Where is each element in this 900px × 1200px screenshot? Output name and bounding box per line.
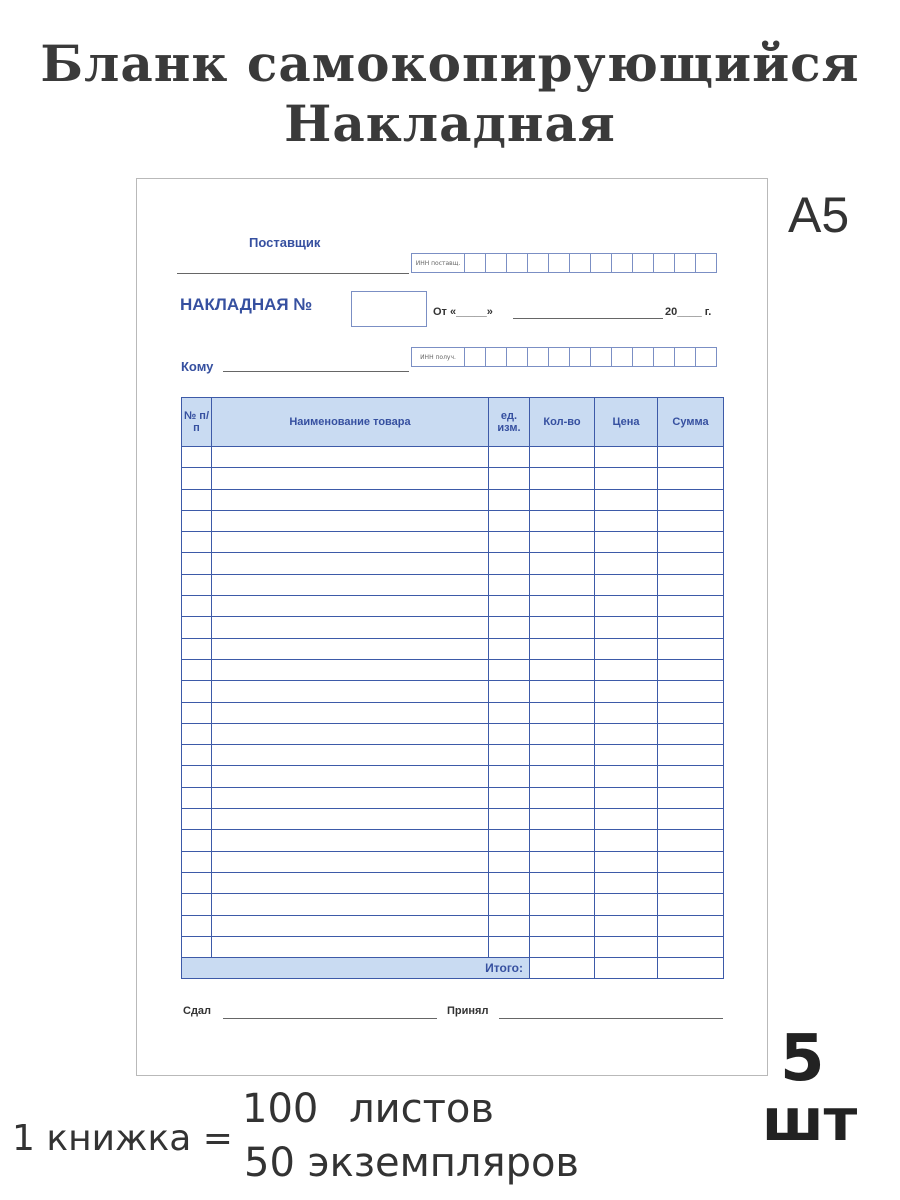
- table-cell: [489, 574, 530, 595]
- table-cell: [489, 936, 530, 957]
- table-row: [182, 766, 724, 787]
- table-cell: [182, 596, 212, 617]
- table-cell: [595, 702, 658, 723]
- table-cell: [182, 787, 212, 808]
- table-cell: [182, 659, 212, 680]
- table-cell: [595, 809, 658, 830]
- table-cell: [530, 596, 595, 617]
- table-cell: [595, 830, 658, 851]
- table-cell: [595, 553, 658, 574]
- table-cell: [489, 510, 530, 531]
- table-row: [182, 681, 724, 702]
- table-cell: [182, 702, 212, 723]
- table-cell: [530, 489, 595, 510]
- table-cell: [182, 745, 212, 766]
- table-cell: [658, 468, 724, 489]
- table-cell: [658, 638, 724, 659]
- table-cell: [530, 830, 595, 851]
- table-cell: [212, 468, 489, 489]
- goods-table: [181, 397, 724, 979]
- table-cell: [595, 638, 658, 659]
- table-cell: [212, 617, 489, 638]
- table-cell: [595, 681, 658, 702]
- total-label: Итого:: [182, 958, 530, 979]
- table-cell: [595, 617, 658, 638]
- table-cell: [212, 915, 489, 936]
- table-row: [182, 659, 724, 680]
- table-cell: [595, 872, 658, 893]
- table-cell: [212, 766, 489, 787]
- table-row: [182, 936, 724, 957]
- table-cell: [212, 447, 489, 468]
- table-cell: [489, 745, 530, 766]
- table-cell: [595, 574, 658, 595]
- table-row: [182, 830, 724, 851]
- table-cell: [212, 830, 489, 851]
- table-cell: [595, 745, 658, 766]
- table-cell: [530, 617, 595, 638]
- table-cell: [658, 894, 724, 915]
- table-cell: [530, 894, 595, 915]
- page-title-line1: Бланк самокопирующийся: [40, 34, 860, 93]
- table-cell: [658, 447, 724, 468]
- pack-count: 5: [780, 1022, 825, 1096]
- table-cell: [658, 510, 724, 531]
- table-cell: [658, 659, 724, 680]
- table-cell: [212, 936, 489, 957]
- col-product-name: Наименование товара: [212, 398, 489, 447]
- table-cell: [182, 489, 212, 510]
- table-row: [182, 787, 724, 808]
- table-cell: [530, 681, 595, 702]
- table-row: [182, 489, 724, 510]
- table-cell: [595, 510, 658, 531]
- table-cell: [212, 553, 489, 574]
- table-cell: [595, 936, 658, 957]
- table-cell: [658, 489, 724, 510]
- col-price: Цена: [595, 398, 658, 447]
- table-cell: [595, 468, 658, 489]
- table-cell: [182, 915, 212, 936]
- table-cell: [489, 766, 530, 787]
- supplier-inn-label: ИНН поставщ.: [411, 253, 465, 273]
- table-row: [182, 447, 724, 468]
- table-row: [182, 553, 724, 574]
- recipient-label: Кому: [181, 359, 214, 374]
- table-cell: [489, 787, 530, 808]
- table-cell: [658, 766, 724, 787]
- table-cell: [658, 787, 724, 808]
- table-cell: [658, 723, 724, 744]
- table-cell: [182, 872, 212, 893]
- table-cell: [212, 574, 489, 595]
- table-cell: [182, 851, 212, 872]
- table-row: [182, 574, 724, 595]
- col-unit: ед. изм.: [489, 398, 530, 447]
- received-label: Принял: [447, 1005, 489, 1017]
- supplier-line: [177, 273, 409, 274]
- table-cell: [658, 830, 724, 851]
- received-signature-line: [499, 1018, 723, 1019]
- total-quantity-cell: [530, 958, 595, 979]
- table-cell: [212, 872, 489, 893]
- table-cell: [489, 553, 530, 574]
- table-cell: [658, 532, 724, 553]
- goods-table-body: [182, 447, 724, 958]
- table-cell: [658, 936, 724, 957]
- col-number: № п/п: [182, 398, 212, 447]
- col-quantity: Кол-во: [530, 398, 595, 447]
- table-cell: [530, 702, 595, 723]
- format-label: A5: [788, 187, 850, 243]
- table-cell: [182, 936, 212, 957]
- handed-signature-line: [223, 1018, 437, 1019]
- goods-table-header: [182, 398, 724, 447]
- table-cell: [658, 745, 724, 766]
- table-cell: [658, 574, 724, 595]
- table-cell: [595, 766, 658, 787]
- table-cell: [530, 574, 595, 595]
- table-cell: [212, 489, 489, 510]
- table-cell: [658, 809, 724, 830]
- table-cell: [489, 915, 530, 936]
- table-cell: [182, 766, 212, 787]
- table-cell: [530, 936, 595, 957]
- table-cell: [182, 553, 212, 574]
- table-cell: [530, 851, 595, 872]
- table-cell: [530, 553, 595, 574]
- table-cell: [489, 830, 530, 851]
- table-cell: [658, 596, 724, 617]
- table-row: [182, 638, 724, 659]
- table-cell: [489, 809, 530, 830]
- table-cell: [212, 894, 489, 915]
- table-row: [182, 872, 724, 893]
- table-cell: [489, 489, 530, 510]
- table-cell: [595, 596, 658, 617]
- page-title-line2: Накладная: [284, 94, 616, 153]
- date-from-label: От «_____»: [433, 306, 493, 318]
- table-cell: [182, 723, 212, 744]
- date-year-label: 20____ г.: [665, 306, 712, 318]
- book-copies: 50 экземпляров: [244, 1140, 579, 1186]
- table-row: [182, 468, 724, 489]
- table-cell: [212, 510, 489, 531]
- table-cell: [182, 830, 212, 851]
- table-row: [182, 617, 724, 638]
- recipient-line: [223, 371, 409, 372]
- table-cell: [595, 894, 658, 915]
- table-cell: [530, 447, 595, 468]
- invoice-form-image: [136, 178, 768, 1076]
- table-cell: [530, 723, 595, 744]
- invoice-title: НАКЛАДНАЯ №: [180, 295, 313, 314]
- table-cell: [212, 809, 489, 830]
- table-cell: [530, 809, 595, 830]
- recipient-inn-boxes: [411, 347, 717, 367]
- table-cell: [212, 638, 489, 659]
- date-month-line: [513, 318, 663, 319]
- table-cell: [489, 681, 530, 702]
- table-cell: [530, 787, 595, 808]
- table-cell: [530, 659, 595, 680]
- table-row: [182, 809, 724, 830]
- table-cell: [658, 617, 724, 638]
- col-sum: Сумма: [658, 398, 724, 447]
- table-cell: [182, 510, 212, 531]
- table-row: [182, 596, 724, 617]
- table-cell: [595, 659, 658, 680]
- table-row: [182, 851, 724, 872]
- supplier-inn-boxes: [411, 253, 717, 273]
- table-row: [182, 532, 724, 553]
- table-row: [182, 915, 724, 936]
- total-row: [182, 958, 724, 979]
- recipient-inn-label: ИНН получ.: [411, 347, 465, 367]
- table-row: [182, 745, 724, 766]
- table-cell: [658, 702, 724, 723]
- supplier-label: Поставщик: [249, 235, 321, 250]
- table-cell: [212, 787, 489, 808]
- table-cell: [530, 468, 595, 489]
- handed-label: Сдал: [183, 1005, 212, 1017]
- table-cell: [212, 532, 489, 553]
- pack-unit: шт: [762, 1086, 858, 1154]
- table-cell: [182, 447, 212, 468]
- table-cell: [489, 894, 530, 915]
- table-cell: [212, 723, 489, 744]
- table-cell: [530, 766, 595, 787]
- table-cell: [489, 659, 530, 680]
- book-sheets: 100 листов: [242, 1086, 494, 1132]
- table-cell: [595, 489, 658, 510]
- table-cell: [212, 596, 489, 617]
- table-cell: [489, 468, 530, 489]
- table-cell: [489, 447, 530, 468]
- table-cell: [182, 574, 212, 595]
- table-cell: [212, 702, 489, 723]
- invoice-number-box: [351, 291, 427, 327]
- table-row: [182, 894, 724, 915]
- table-cell: [489, 617, 530, 638]
- table-cell: [182, 617, 212, 638]
- table-cell: [489, 532, 530, 553]
- total-price-cell: [595, 958, 658, 979]
- table-cell: [658, 553, 724, 574]
- table-cell: [595, 723, 658, 744]
- table-cell: [212, 745, 489, 766]
- table-cell: [530, 745, 595, 766]
- table-cell: [182, 894, 212, 915]
- table-cell: [658, 851, 724, 872]
- table-cell: [182, 681, 212, 702]
- table-cell: [530, 915, 595, 936]
- table-cell: [489, 702, 530, 723]
- table-cell: [658, 915, 724, 936]
- table-cell: [182, 809, 212, 830]
- table-cell: [489, 596, 530, 617]
- table-cell: [530, 510, 595, 531]
- book-prefix: 1 книжка =: [12, 1118, 233, 1159]
- table-cell: [595, 532, 658, 553]
- table-cell: [595, 851, 658, 872]
- table-cell: [595, 915, 658, 936]
- table-cell: [489, 638, 530, 659]
- table-cell: [595, 447, 658, 468]
- table-row: [182, 723, 724, 744]
- table-cell: [182, 638, 212, 659]
- table-cell: [489, 723, 530, 744]
- table-cell: [489, 851, 530, 872]
- table-cell: [530, 872, 595, 893]
- total-sum-cell: [658, 958, 724, 979]
- table-cell: [489, 872, 530, 893]
- table-row: [182, 702, 724, 723]
- table-cell: [212, 851, 489, 872]
- table-cell: [212, 659, 489, 680]
- table-cell: [658, 872, 724, 893]
- table-cell: [595, 787, 658, 808]
- table-cell: [182, 468, 212, 489]
- table-row: [182, 510, 724, 531]
- table-cell: [182, 532, 212, 553]
- table-cell: [530, 638, 595, 659]
- table-cell: [658, 681, 724, 702]
- table-cell: [212, 681, 489, 702]
- table-cell: [530, 532, 595, 553]
